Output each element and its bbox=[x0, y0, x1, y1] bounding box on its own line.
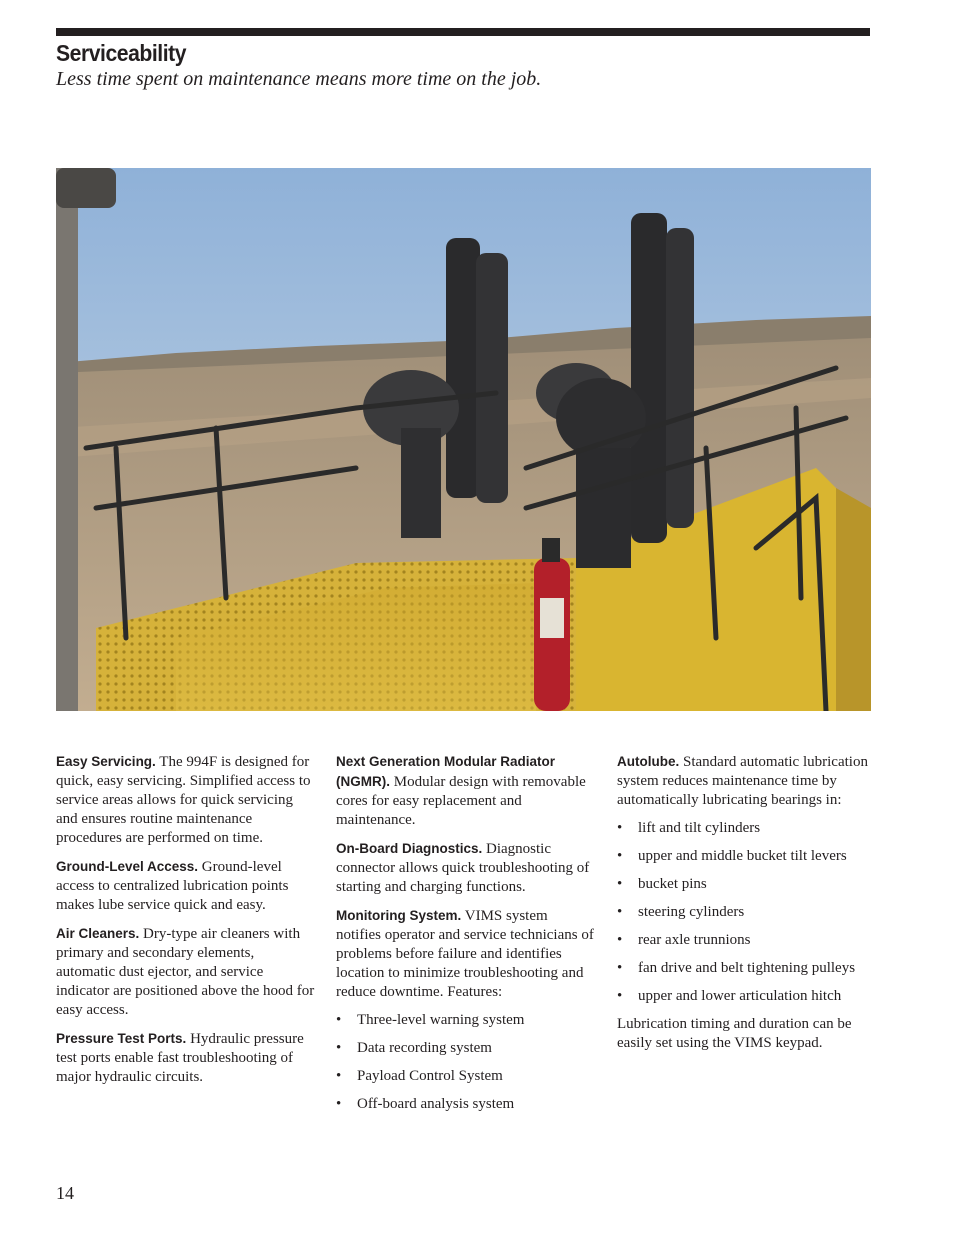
list-item: • steering cylinders bbox=[617, 903, 877, 922]
list-item: • rear axle trunnions bbox=[617, 931, 877, 950]
features-list bbox=[336, 1011, 594, 1114]
autolube-paragraph bbox=[617, 752, 877, 810]
list-item: • Data recording system bbox=[336, 1039, 594, 1058]
easy-servicing-text: The 994F is designed for quick, easy servicing. Simplified access to service areas allows for quick servicing and ensures routine maintenance procedures are performed on time. bbox=[56, 754, 311, 846]
pressure-ports-text: Hydraulic pressure test ports enable fast troubleshooting of major hydraulic circuits. bbox=[56, 1031, 304, 1085]
ngmr-heading: Next Generation Modular Radiator (NGMR). bbox=[336, 754, 556, 789]
machine-photo-illustration bbox=[56, 168, 871, 711]
page-subtitle: Less time spent on maintenance means more time on the job. bbox=[56, 68, 542, 90]
list-item: • lift and tilt cylinders bbox=[617, 819, 877, 838]
easy-servicing-paragraph bbox=[56, 752, 316, 848]
air-cleaners-heading: Air Cleaners. bbox=[56, 926, 140, 941]
ground-level-text: Ground-level access to centralized lubrication points makes lube service quick and easy. bbox=[56, 859, 289, 913]
ngmr-paragraph bbox=[336, 752, 594, 830]
list-item: • upper and lower articulation hitch bbox=[617, 987, 877, 1006]
monitoring-paragraph bbox=[336, 906, 594, 1002]
machine-photo bbox=[56, 168, 871, 711]
autolube-heading: Autolube. bbox=[617, 754, 680, 769]
monitoring-heading: Monitoring System. bbox=[336, 908, 462, 923]
list-item: • fan drive and belt tightening pulleys bbox=[617, 959, 877, 978]
lubrication-closing-text: Lubrication timing and duration can be easily set using the VIMS keypad. bbox=[617, 1016, 852, 1051]
pressure-ports-heading: Pressure Test Ports. bbox=[56, 1031, 187, 1046]
column-right bbox=[617, 752, 877, 1062]
list-item: • bucket pins bbox=[617, 875, 877, 894]
autolube-text: Standard automatic lubrication system reduces maintenance time by automatically lubricating bearings in: bbox=[617, 754, 868, 808]
top-rule bbox=[56, 28, 870, 36]
list-item: • upper and middle bucket tilt levers bbox=[617, 847, 877, 866]
monitoring-text: VIMS system notifies operator and service technicians of problems before failure and identifies location to minimize troubleshooting and reduce downtime. Features: bbox=[336, 908, 594, 1000]
list-item: • Off-board analysis system bbox=[336, 1095, 594, 1114]
diagnostics-heading: On-Board Diagnostics. bbox=[336, 841, 483, 856]
column-middle bbox=[336, 752, 594, 1123]
ground-level-heading: Ground-Level Access. bbox=[56, 859, 199, 874]
pressure-ports-paragraph bbox=[56, 1029, 316, 1087]
page-number: 14 bbox=[56, 1183, 74, 1203]
ngmr-text: Modular design with removable cores for easy replacement and maintenance. bbox=[336, 774, 586, 828]
air-cleaners-text: Dry-type air cleaners with primary and secondary elements, automatic dust ejector, and service indicator are positioned above the hood for easy access. bbox=[56, 926, 315, 1018]
column-left bbox=[56, 752, 316, 1096]
diagnostics-text: Diagnostic connector allows quick troubleshooting of starting and charging functions. bbox=[336, 841, 590, 895]
page-title: Serviceability bbox=[56, 40, 187, 66]
list-item: • Three-level warning system bbox=[336, 1011, 594, 1030]
lubrication-points-list bbox=[617, 819, 877, 1006]
easy-servicing-heading: Easy Servicing. bbox=[56, 754, 156, 769]
ground-level-paragraph bbox=[56, 857, 316, 915]
diagnostics-paragraph bbox=[336, 839, 594, 897]
air-cleaners-paragraph bbox=[56, 924, 316, 1020]
list-item: • Payload Control System bbox=[336, 1067, 594, 1086]
